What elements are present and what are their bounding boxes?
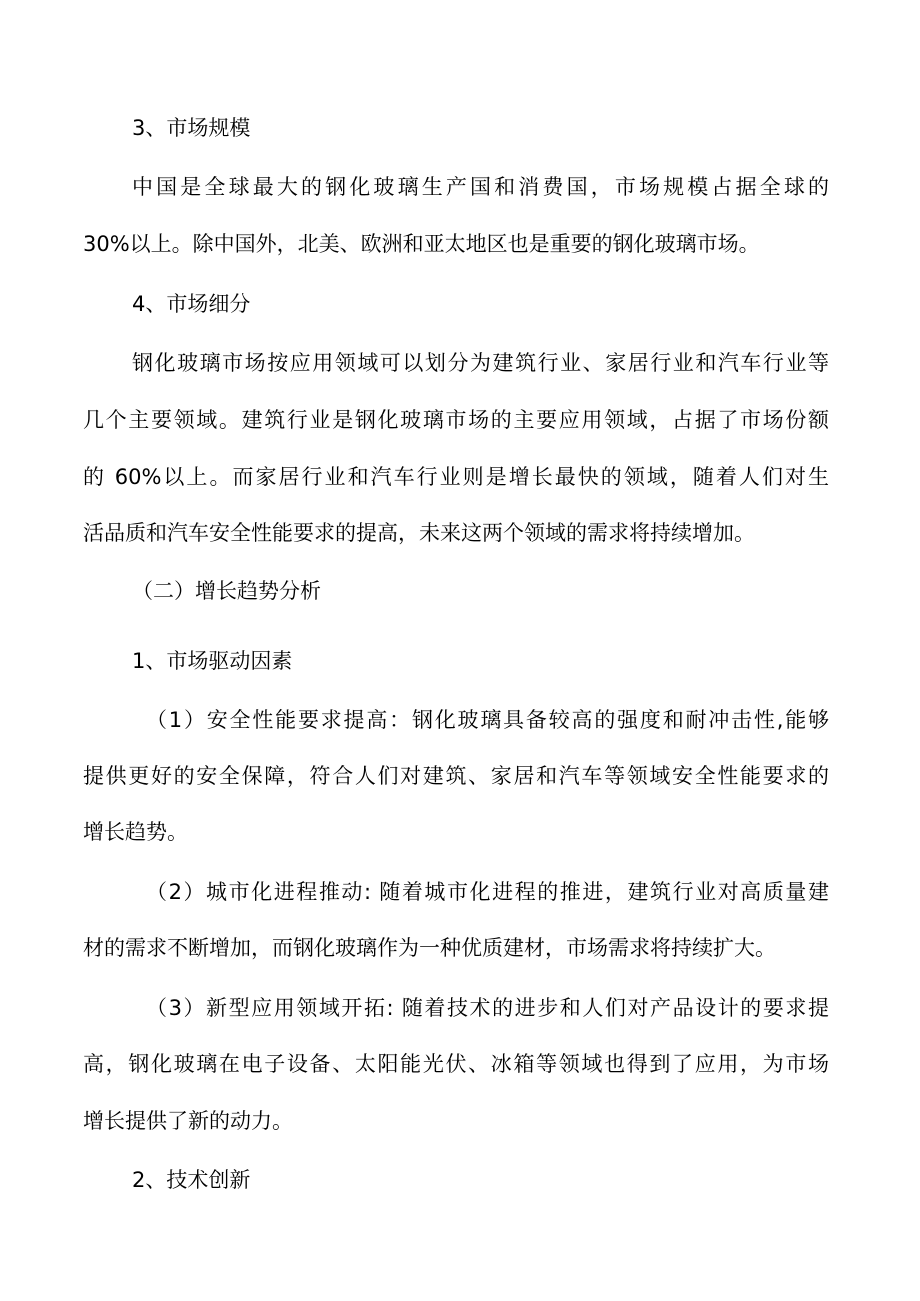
paragraph-line: 钢化玻璃市场按应用领域可以划分为建筑行业、家居行业和汽车行业等 <box>132 351 829 375</box>
paragraph-line: （1）安全性能要求提高：钢化玻璃具备较高的强度和耐冲击性,能够 <box>146 708 829 732</box>
paragraph-line: 的 60%以上。而家居行业和汽车行业则是增长最快的领域，随着人们对生 <box>83 465 829 489</box>
paragraph-line: 增长提供了新的动力。 <box>83 1109 293 1133</box>
paragraph-line: 提供更好的安全保障，符合人们对建筑、家居和汽车等领域安全性能要求的 <box>83 764 829 788</box>
paragraph-line: 材的需求不断增加，而钢化玻璃作为一种优质建材，市场需求将持续扩大。 <box>83 936 776 960</box>
heading-tech-innovation: 2、技术创新 <box>132 1168 251 1192</box>
paragraph-line: 高，钢化玻璃在电子设备、太阳能光伏、冰箱等领域也得到了应用，为市场 <box>83 1052 829 1076</box>
paragraph-line: 增长趋势。 <box>83 820 188 844</box>
heading-growth-trend: （二）增长趋势分析 <box>132 579 321 603</box>
heading-market-drivers: 1、市场驱动因素 <box>132 649 293 673</box>
paragraph-line: （3）新型应用领域开拓: 随着技术的进步和人们对产品设计的要求提 <box>146 996 829 1020</box>
paragraph-line: 活品质和汽车安全性能要求的提高，未来这两个领域的需求将持续增加。 <box>83 521 755 545</box>
paragraph-line: 30%以上。除中国外，北美、欧洲和亚太地区也是重要的钢化玻璃市场。 <box>83 232 760 256</box>
paragraph-line: （2）城市化进程推动: 随着城市化进程的推进，建筑行业对高质量建 <box>146 880 829 904</box>
paragraph-line: 中国是全球最大的钢化玻璃生产国和消费国，市场规模占据全球的 <box>132 175 829 199</box>
heading-market-segmentation: 4、市场细分 <box>132 292 251 316</box>
heading-market-size: 3、市场规模 <box>132 116 251 140</box>
paragraph-line: 几个主要领域。建筑行业是钢化玻璃市场的主要应用领域，占据了市场份额 <box>83 408 829 432</box>
